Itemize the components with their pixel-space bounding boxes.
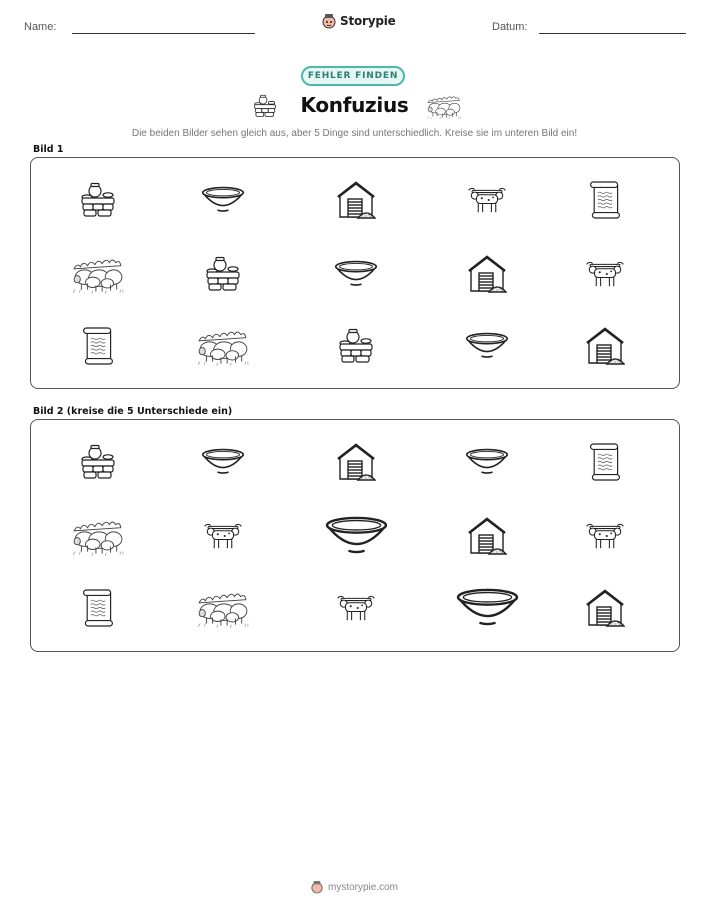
bowl-icon (454, 586, 521, 630)
barn-icon (336, 180, 376, 220)
grid-cell[interactable] (62, 506, 134, 566)
worksheet-header (0, 0, 709, 40)
barn-icon (585, 588, 625, 628)
barn-icon (467, 254, 507, 294)
grid-cell[interactable] (451, 432, 523, 492)
bild1-panel (30, 157, 680, 389)
sheep-flock-icon (71, 515, 125, 557)
date-label: Datum: (492, 21, 528, 33)
grid-cell[interactable] (451, 578, 523, 638)
sheep-flock-icon (196, 587, 250, 629)
grid-cell[interactable] (187, 578, 259, 638)
grid-cell (62, 244, 134, 304)
grid-cell[interactable] (569, 506, 641, 566)
ox-icon (466, 185, 508, 215)
footer (0, 880, 709, 894)
grid-cell (187, 170, 259, 230)
grid-cell[interactable] (320, 506, 392, 566)
grid-cell (187, 316, 259, 376)
pottery-icon (336, 328, 376, 364)
name-line[interactable] (72, 33, 255, 34)
footer-url: mystorypie.com (327, 881, 398, 893)
grid-cell (187, 244, 259, 304)
grid-cell (62, 316, 134, 376)
brand-name: Storypie (340, 14, 396, 28)
scroll-icon (80, 587, 116, 629)
grid-cell[interactable] (187, 432, 259, 492)
grid-cell[interactable] (320, 578, 392, 638)
scroll-icon (587, 179, 623, 221)
barn-icon (336, 442, 376, 482)
grid-cell (569, 316, 641, 376)
grid-cell[interactable] (62, 578, 134, 638)
grid-cell (451, 244, 523, 304)
ox-icon (335, 593, 377, 623)
page-title: Konfuzius (300, 93, 409, 117)
grid-cell (320, 170, 392, 230)
ox-icon (584, 521, 626, 551)
grid-cell (569, 170, 641, 230)
bowl-icon (464, 447, 510, 477)
bowl-icon (200, 185, 246, 215)
pottery-icon (78, 182, 118, 218)
grid-cell (569, 244, 641, 304)
barn-icon (467, 516, 507, 556)
storypie-mascot-icon (311, 880, 323, 894)
title-sheep-flock-icon (426, 92, 462, 125)
grid-cell (451, 170, 523, 230)
instructions-text: Die beiden Bilder sehen gleich aus, aber 5 Dinge sind unterschiedlich. Kreise sie im unteren Bild ein! (131, 128, 578, 139)
ox-icon (584, 259, 626, 289)
bild2-panel[interactable] (30, 419, 680, 652)
storypie-mascot-icon (322, 13, 336, 29)
bowl-icon (323, 514, 390, 558)
bowl-icon (464, 331, 510, 361)
sheep-flock-icon (196, 325, 250, 367)
bowl-icon (333, 259, 379, 289)
bild2-label: Bild 2 (kreise die 5 Unterschiede ein) (33, 406, 233, 417)
scroll-icon (80, 325, 116, 367)
pottery-icon (203, 256, 243, 292)
grid-cell (320, 316, 392, 376)
grid-cell[interactable] (187, 506, 259, 566)
grid-cell[interactable] (569, 578, 641, 638)
fehler-finden-badge: FEHLER FINDEN (301, 66, 405, 86)
grid-cell (451, 316, 523, 376)
barn-icon (585, 326, 625, 366)
date-line[interactable] (539, 33, 686, 34)
sheep-flock-icon (71, 253, 125, 295)
name-label: Name: (24, 21, 57, 33)
grid-cell[interactable] (62, 432, 134, 492)
grid-cell[interactable] (569, 432, 641, 492)
ox-icon (202, 521, 244, 551)
storypie-logo (322, 13, 396, 29)
grid-cell[interactable] (320, 432, 392, 492)
grid-cell[interactable] (451, 506, 523, 566)
pottery-icon (78, 444, 118, 480)
grid-cell (62, 170, 134, 230)
bild1-label: Bild 1 (33, 144, 64, 155)
scroll-icon (587, 441, 623, 483)
grid-cell (320, 244, 392, 304)
bowl-icon (200, 447, 246, 477)
